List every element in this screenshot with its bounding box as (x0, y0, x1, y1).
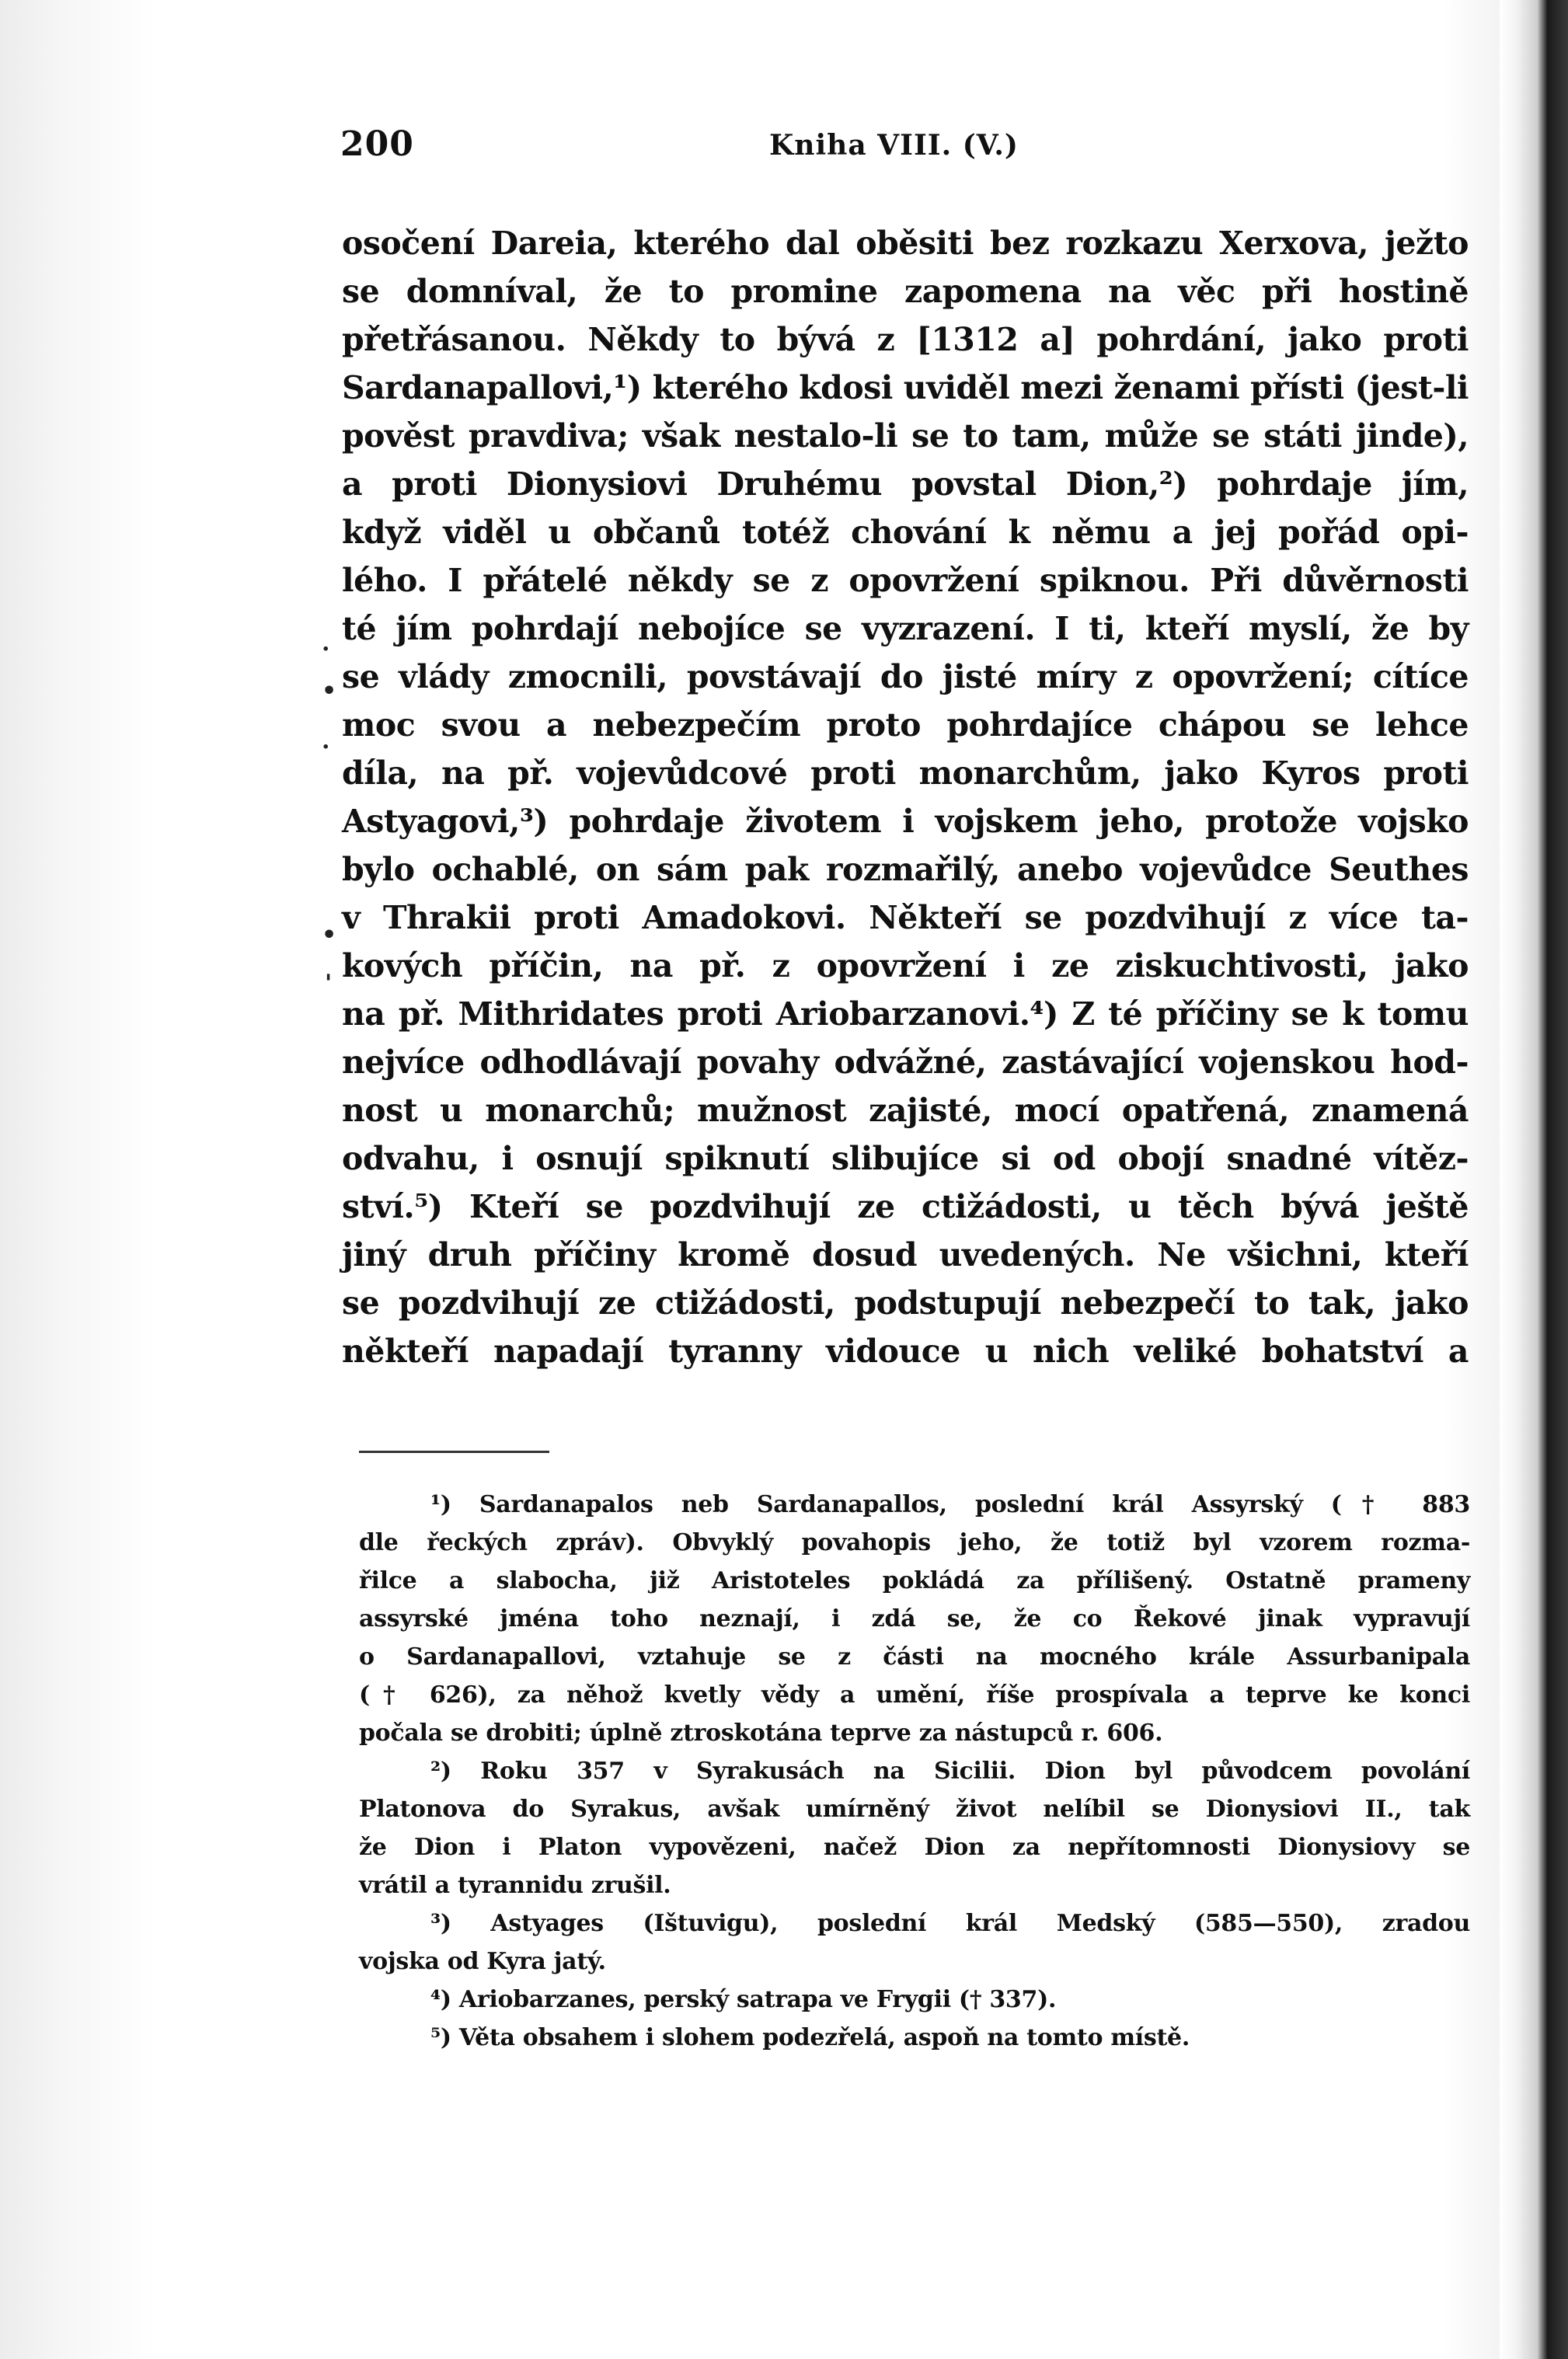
text-line: se vlády zmocnili, povstávají do jisté míry z opovržení; cítíce (342, 658, 1469, 695)
footnote-line: ⁴) Ariobarzanes, perský satrapa ve Frygii († 337). (430, 1986, 1057, 2013)
text-line: osočení Dareia, kterého dal oběsiti bez rozkazu Xerxova, ježto (342, 225, 1469, 262)
margin-mark: . (322, 727, 330, 754)
text-line: se domníval, že to promine zapomena na věc při hostině (342, 273, 1469, 310)
text-line: se pozdvihují ze ctižádosti, podstupují nebezpečí to tak, jako (342, 1284, 1469, 1322)
margin-mark: • (322, 922, 337, 949)
text-line: jiný druh příčiny kromě dosud uvedených. Ne všichni, kteří (342, 1236, 1469, 1274)
footnote-line: assyrské jména toho neznají, i zdá se, že co Řekové jinak vypravují (359, 1605, 1470, 1632)
footnote-line: že Dion i Platon vypovězeni, načež Dion za nepřítomnosti Dionysiovy se (359, 1834, 1470, 1861)
text-line: někteří napadají tyranny vidouce u nich veliké bohatství a (342, 1333, 1469, 1370)
text-line: moc svou a nebezpečím proto pohrdajíce chápou se lehce (342, 706, 1469, 744)
text-line: kových příčin, na př. z opovržení i ze ziskuchtivosti, jako (342, 947, 1469, 984)
footnote-line: ¹) Sardanapalos neb Sardanapallos, poslední král Assyrský († 883 (430, 1491, 1470, 1518)
footnote-separator (359, 1451, 549, 1453)
footnotes (359, 1486, 1470, 2057)
text-line: nost u monarchů; mužnost zajisté, mocí opatřená, znamená (342, 1092, 1469, 1129)
margin-mark: ' (325, 970, 333, 997)
footnote-line: ⁵) Věta obsahem i slohem podezřelá, aspoň na tomto místě. (430, 2024, 1190, 2051)
footnote-line: řilce a slabocha, již Aristoteles pokládá za přílišený. Ostatně prameny (359, 1567, 1470, 1594)
margin-mark: • (322, 678, 337, 705)
footnote-line: Platonova do Syrakus, avšak umírněný život nelíbil se Dionysiovi II., tak (359, 1796, 1470, 1823)
page-number: 200 (340, 124, 414, 164)
running-title: Kniha VIII. (V.) (769, 129, 1019, 162)
text-line: ství.⁵) Kteří se pozdvihují ze ctižádosti, u těch bývá ještě (342, 1188, 1469, 1225)
text-line: pověst pravdiva; však nestalo-li se to tam, může se státi jinde), (342, 417, 1469, 455)
footnote-line: ²) Roku 357 v Syrakusách na Sicilii. Dion byl původcem povolání (430, 1758, 1470, 1785)
main-text (342, 219, 1469, 1375)
text-line: té jím pohrdají nebojíce se vyzrazení. I ti, kteří myslí, že by (342, 610, 1469, 647)
footnote-line: dle řeckých zpráv). Obvyklý povahopis jeho, že totiž byl vzorem rozma- (359, 1529, 1470, 1556)
text-line: na př. Mithridates proti Ariobarzanovi.⁴) Z té příčiny se k tomu (342, 995, 1469, 1033)
text-line: v Thrakii proti Amadokovi. Někteří se pozdvihují z více ta- (342, 899, 1469, 936)
text-line: a proti Dionysiovi Druhému povstal Dion,²) pohrdaje jím, (342, 465, 1469, 503)
text-line: když viděl u občanů totéž chování k němu a jej pořád opi- (342, 514, 1469, 551)
text-line: Sardanapallovi,¹) kterého kdosi uviděl mezi ženami přísti (jest-li (342, 369, 1469, 406)
text-line: přetřásanou. Někdy to bývá z [1312 a] pohrdání, jako proti (342, 321, 1469, 358)
footnote-line: († 626), za něhož kvetly vědy a umění, říše prospívala a teprve ke konci (359, 1681, 1470, 1709)
footnote-line: vojska od Kyra jatý. (359, 1948, 606, 1975)
text-line: nejvíce odhodlávají povahy odvážné, zastávající vojenskou hod- (342, 1044, 1469, 1081)
text-line: lého. I přátelé někdy se z opovržení spiknou. Při důvěrnosti (342, 562, 1469, 599)
footnote-line: vrátil a tyrannidu zrušil. (359, 1872, 671, 1899)
footnote-line: o Sardanapallovi, vztahuje se z části na mocného krále Assurbanipala (359, 1643, 1470, 1671)
footnote-line: ³) Astyages (Ištuvigu), poslední král Medský (585—550), zradou (430, 1910, 1470, 1937)
text-line: díla, na př. vojevůdcové proti monarchům, jako Kyros proti (342, 754, 1469, 792)
book-spine-edge (1500, 0, 1568, 2359)
text-line: bylo ochablé, on sám pak rozmařilý, anebo vojevůdce Seuthes (342, 851, 1469, 888)
margin-mark: . (322, 629, 330, 657)
footnote-line: počala se drobiti; úplně ztroskotána teprve za nástupců r. 606. (359, 1720, 1163, 1747)
text-line: Astyagovi,³) pohrdaje životem i vojskem jeho, protože vojsko (342, 803, 1469, 840)
text-line: odvahu, i osnují spiknutí slibujíce si od obojí snadné vítěz- (342, 1140, 1469, 1177)
